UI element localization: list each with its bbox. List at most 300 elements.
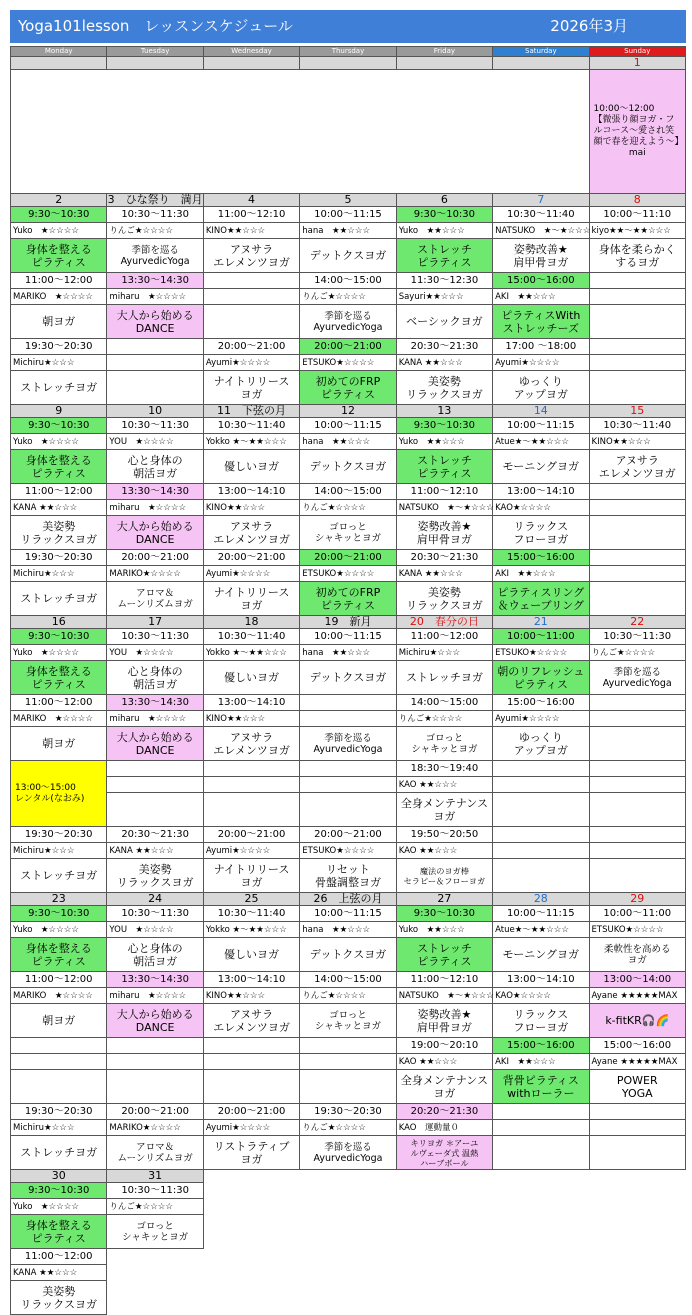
lesson-class[interactable]: ストレッチ ピラティス (396, 450, 492, 484)
empty-cell (493, 827, 589, 843)
lesson-class[interactable]: ストレッチヨガ (11, 1136, 107, 1170)
lesson-instructor[interactable]: KANA ★★☆☆☆ (107, 843, 203, 859)
lesson-time[interactable]: 10:00〜11:15 (493, 906, 589, 922)
lesson-time[interactable]: 10:30〜11:30 (107, 1183, 203, 1199)
lesson-time[interactable]: 19:30〜20:30 (11, 339, 107, 355)
lesson-time[interactable]: 10:00〜11:00 (589, 906, 685, 922)
lesson-instructor[interactable]: Ayumi★☆☆☆☆ (203, 566, 299, 582)
lesson-time[interactable]: 10:00〜11:15 (300, 629, 396, 645)
lesson-class[interactable]: 朝のリフレッシュ ピラティス (493, 661, 589, 695)
lesson-class[interactable]: ナイトリリース ヨガ (203, 859, 299, 893)
lesson-instructor[interactable]: KANA ★★☆☆☆ (11, 500, 107, 516)
lesson-time[interactable]: 20:00〜21:00 (107, 550, 203, 566)
w4-r2-inst-row (11, 988, 686, 1004)
lesson-instructor[interactable]: KINO★★☆☆☆ (203, 500, 299, 516)
lesson-time[interactable]: 9:30〜10:30 (396, 418, 492, 434)
lesson-class[interactable]: POWER YOGA (589, 1070, 685, 1104)
empty-cell (493, 761, 589, 777)
rental-cell[interactable]: 13:00〜15:00 レンタル(なおみ) (11, 761, 107, 827)
lesson-instructor[interactable]: Yuko ★☆☆☆☆ (11, 1199, 107, 1215)
lesson-instructor[interactable]: hana ★★☆☆☆ (300, 645, 396, 661)
day-number: 28 (493, 893, 589, 906)
empty-cell (300, 695, 396, 711)
lesson-instructor[interactable]: りんご★☆☆☆☆ (107, 1199, 203, 1215)
lesson-instructor[interactable]: KAO ★★☆☆☆ (396, 1054, 492, 1070)
w4-r2-times-row (11, 972, 686, 988)
empty-cell (300, 711, 396, 727)
lesson-instructor[interactable]: YOU ★☆☆☆☆ (107, 645, 203, 661)
lesson-instructor[interactable]: miharu ★☆☆☆☆ (107, 988, 203, 1004)
lesson-instructor[interactable]: MARIKO★☆☆☆☆ (107, 1120, 203, 1136)
lesson-time[interactable]: 15:00〜16:00 (493, 1038, 589, 1054)
w2-r3-cls-row (11, 582, 686, 616)
lesson-time[interactable]: 15:00〜16:00 (493, 695, 589, 711)
schedule-month: 2026年3月 (550, 17, 628, 35)
lesson-time[interactable]: 10:30〜11:30 (107, 207, 203, 223)
lesson-instructor[interactable]: りんご★☆☆☆☆ (589, 645, 685, 661)
lesson-time[interactable]: 18:30〜19:40 (396, 761, 492, 777)
lesson-class[interactable]: 優しいヨガ (203, 938, 299, 972)
lesson-instructor[interactable]: りんご★☆☆☆☆ (107, 223, 203, 239)
lesson-class[interactable]: 初めてのFRP ピラティス (300, 582, 396, 616)
lesson-instructor[interactable]: KAO 運動量０ (396, 1120, 492, 1136)
lesson-class[interactable]: 心と身体の 朝活ヨガ (107, 661, 203, 695)
w4-r2-cls-row (11, 1004, 686, 1038)
day-number: 22 (589, 616, 685, 629)
lesson-class[interactable]: 姿勢改善★ 肩甲骨ヨガ (493, 239, 589, 273)
day-number: 27 (396, 893, 492, 906)
lesson-class[interactable]: ナイトリリース ヨガ (203, 371, 299, 405)
lesson-class[interactable]: リセット 骨盤調整ヨガ (300, 859, 396, 893)
lesson-instructor[interactable]: KAO★☆☆☆☆ (493, 988, 589, 1004)
day-number: 11 下弦の月 (203, 405, 299, 418)
w4-r1-inst-row (11, 922, 686, 938)
lesson-time[interactable]: 19:30〜20:30 (11, 827, 107, 843)
lesson-instructor[interactable]: MARIKO★☆☆☆☆ (107, 566, 203, 582)
lesson-instructor[interactable]: Ayumi★☆☆☆☆ (203, 1120, 299, 1136)
lesson-instructor[interactable]: KINO★★☆☆☆ (203, 711, 299, 727)
lesson-time[interactable]: 20:00〜21:00 (203, 827, 299, 843)
lesson-time[interactable]: 11:00〜12:00 (11, 695, 107, 711)
lesson-instructor[interactable]: Yuko ★★☆☆☆ (396, 434, 492, 450)
lesson-class[interactable]: アヌサラ エレメンツヨガ (203, 1004, 299, 1038)
lesson-time[interactable]: 19:50〜20:50 (396, 827, 492, 843)
empty-cell (203, 777, 299, 793)
lesson-instructor[interactable]: MARIKO ★☆☆☆☆ (11, 988, 107, 1004)
lesson-time[interactable]: 10:30〜11:40 (589, 418, 685, 434)
lesson-instructor[interactable]: NATSUKO ★〜★☆☆☆ (396, 500, 492, 516)
lesson-class[interactable]: ピラティスリング ＆ウェーブリング (493, 582, 589, 616)
w4-r1-times-row (11, 906, 686, 922)
lesson-class[interactable]: ゴロっと シャキッとヨガ (300, 1004, 396, 1038)
empty-cell (107, 1054, 203, 1070)
lesson-instructor[interactable]: KANA ★★☆☆☆ (11, 1265, 107, 1281)
lesson-instructor[interactable]: Michiru★☆☆☆ (11, 1120, 107, 1136)
lesson-class[interactable]: ゆっくり アップヨガ (493, 727, 589, 761)
lesson-instructor[interactable]: KANA ★★☆☆☆ (396, 566, 492, 582)
lesson-time[interactable]: 10:30〜11:40 (493, 207, 589, 223)
lesson-instructor[interactable]: Atue★〜★★☆☆☆ (493, 434, 589, 450)
empty-cell (300, 1054, 396, 1070)
lesson-class[interactable]: 季節を巡る AyurvedicYoga (300, 727, 396, 761)
day-number: 25 (203, 893, 299, 906)
lesson-class[interactable]: ゆっくり アップヨガ (493, 371, 589, 405)
w5-r2-cls-row (11, 1281, 686, 1315)
lesson-class[interactable]: 大人から始める DANCE (107, 727, 203, 761)
lesson-class[interactable]: 美姿勢 リラックスヨガ (107, 859, 203, 893)
lesson-class[interactable]: デットクスヨガ (300, 938, 396, 972)
day-empty (300, 57, 396, 70)
lesson-time[interactable]: 9:30〜10:30 (11, 906, 107, 922)
lesson-class[interactable]: リラックス フローヨガ (493, 1004, 589, 1038)
lesson-instructor[interactable]: Ayumi★☆☆☆☆ (493, 355, 589, 371)
day-number: 9 (11, 405, 107, 418)
empty-area (203, 1170, 685, 1281)
lesson-time[interactable]: 10:30〜11:30 (107, 629, 203, 645)
lesson-instructor[interactable]: りんご★☆☆☆☆ (396, 711, 492, 727)
w1-r2-times-row (11, 273, 686, 289)
lesson-instructor[interactable]: hana ★★☆☆☆ (300, 223, 396, 239)
lesson-class[interactable]: ストレッチヨガ (396, 661, 492, 695)
lesson-time[interactable]: 13:00〜14:10 (203, 972, 299, 988)
lesson-instructor[interactable]: Ayane ★★★★★MAX (589, 988, 685, 1004)
lesson-class[interactable]: キリヨガ ＊アーユ ルヴェーダ式 温熱 ハーブボール (396, 1136, 492, 1170)
lesson-class[interactable]: ストレッチ ピラティス (396, 938, 492, 972)
lesson-time[interactable]: 19:30〜20:30 (11, 550, 107, 566)
lesson-instructor[interactable]: ETSUKO★☆☆☆☆ (300, 566, 396, 582)
w3-extra-time-row (11, 761, 686, 777)
lesson-time[interactable]: 13:00〜14:10 (203, 695, 299, 711)
lesson-class[interactable]: 季節を巡る AyurvedicYoga (589, 661, 685, 695)
lesson-instructor[interactable]: Yokko ★〜★★☆☆☆ (203, 922, 299, 938)
lesson-time[interactable]: 10:30〜11:40 (203, 629, 299, 645)
empty-cell (300, 793, 396, 827)
empty-cell (589, 777, 685, 793)
lesson-instructor[interactable]: りんご★☆☆☆☆ (300, 1120, 396, 1136)
empty-cell (11, 1070, 107, 1104)
lesson-instructor[interactable]: KAO ★★☆☆☆ (396, 777, 492, 793)
empty-cell (300, 761, 396, 777)
schedule-title: Yoga101lesson レッスンスケジュール (18, 17, 293, 35)
day-number: 1 (589, 57, 685, 70)
lesson-class[interactable]: k-fitKR🎧🌈 (589, 1004, 685, 1038)
lesson-class[interactable]: ゴロっと シャキッとヨガ (300, 516, 396, 550)
lesson-instructor[interactable]: Michiru★☆☆☆ (11, 566, 107, 582)
lesson-time[interactable]: 13:30〜14:30 (107, 484, 203, 500)
lesson-instructor[interactable]: Yuko ★☆☆☆☆ (11, 645, 107, 661)
lesson-instructor[interactable]: Yuko ★☆☆☆☆ (11, 223, 107, 239)
lesson-instructor[interactable]: りんご★☆☆☆☆ (300, 988, 396, 1004)
lesson-time[interactable]: 10:00〜11:00 (493, 629, 589, 645)
lesson-instructor[interactable]: Atue★〜★★☆☆☆ (493, 922, 589, 938)
lesson-instructor[interactable]: Ayumi★☆☆☆☆ (493, 711, 589, 727)
special-event-cell[interactable] (589, 70, 685, 194)
lesson-time[interactable]: 13:00〜14:10 (493, 972, 589, 988)
lesson-class[interactable]: 朝ヨガ (11, 727, 107, 761)
empty-cell (493, 793, 589, 827)
lesson-time[interactable]: 13:00〜14:10 (203, 484, 299, 500)
lesson-instructor[interactable]: kiyo★★〜★★☆☆☆ (589, 223, 685, 239)
empty-cell (107, 355, 203, 371)
lesson-calendar (10, 46, 686, 1315)
lesson-time[interactable]: 10:00〜11:10 (589, 207, 685, 223)
lesson-class[interactable]: 優しいヨガ (203, 661, 299, 695)
lesson-class[interactable]: ゴロっと シャキッとヨガ (107, 1215, 203, 1249)
lesson-time[interactable]: 10:00〜11:15 (300, 906, 396, 922)
lesson-time[interactable]: 14:00〜15:00 (396, 695, 492, 711)
lesson-instructor[interactable]: NATSUKO ★〜★☆☆☆ (396, 988, 492, 1004)
lesson-class[interactable]: ゴロっと シャキッとヨガ (396, 727, 492, 761)
lesson-instructor[interactable]: YOU ★☆☆☆☆ (107, 434, 203, 450)
lesson-time[interactable]: 10:00〜11:15 (300, 207, 396, 223)
lesson-class[interactable]: 美姿勢 リラックスヨガ (11, 516, 107, 550)
lesson-class[interactable]: ストレッチヨガ (11, 859, 107, 893)
lesson-instructor[interactable]: Yokko ★〜★★☆☆☆ (203, 645, 299, 661)
lesson-time[interactable]: 20:30〜21:30 (107, 827, 203, 843)
empty-cell (589, 582, 685, 616)
lesson-time[interactable]: 13:30〜14:30 (107, 972, 203, 988)
lesson-class[interactable]: 身体を整える ピラティス (11, 239, 107, 273)
day-number: 7 (493, 194, 589, 207)
lesson-class[interactable]: 身体を柔らかく するヨガ (589, 239, 685, 273)
w4-extra-times-row (11, 1038, 686, 1054)
lesson-class[interactable]: 魔法のヨガ棒 セラピー＆フローヨガ (396, 859, 492, 893)
lesson-instructor[interactable]: KINO★★☆☆☆ (203, 223, 299, 239)
lesson-time[interactable]: 11:00〜12:10 (396, 972, 492, 988)
lesson-time[interactable]: 20:00〜21:00 (300, 550, 396, 566)
lesson-time[interactable]: 20:00〜21:00 (203, 339, 299, 355)
lesson-time[interactable]: 11:00〜12:10 (396, 484, 492, 500)
lesson-instructor[interactable]: AKI ★★☆☆☆ (493, 566, 589, 582)
w3-date-row (11, 616, 686, 629)
empty-cell (589, 273, 685, 289)
lesson-time[interactable]: 9:30〜10:30 (396, 906, 492, 922)
lesson-class[interactable]: 全身メンテナンス ヨガ (396, 1070, 492, 1104)
lesson-class[interactable]: アヌサラ エレメンツヨガ (203, 239, 299, 273)
lesson-class[interactable]: アロマ＆ ムーンリズムヨガ (107, 1136, 203, 1170)
day-number: 24 (107, 893, 203, 906)
lesson-class[interactable]: 心と身体の 朝活ヨガ (107, 450, 203, 484)
special-event-text: 10:00〜12:00 【微張り顔ヨガ・フルコース〜愛され笑顔で春を迎えよう〜】 (593, 104, 684, 147)
day-empty (493, 57, 589, 70)
w2-r2-inst-row (11, 500, 686, 516)
lesson-instructor[interactable]: KINO★★☆☆☆ (589, 434, 685, 450)
empty-cell (589, 566, 685, 582)
lesson-time[interactable]: 11:30〜12:30 (396, 273, 492, 289)
lesson-class[interactable]: ピラティスWith ストレッチーズ (493, 305, 589, 339)
w4-r3-cls-row (11, 1136, 686, 1170)
lesson-instructor[interactable]: miharu ★☆☆☆☆ (107, 289, 203, 305)
lesson-class[interactable]: 心と身体の 朝活ヨガ (107, 938, 203, 972)
lesson-time[interactable]: 11:00〜12:00 (11, 972, 107, 988)
lesson-class[interactable]: 姿勢改善★ 肩甲骨ヨガ (396, 516, 492, 550)
lesson-time[interactable]: 10:00〜11:15 (300, 418, 396, 434)
lesson-class[interactable]: モーニングヨガ (493, 450, 589, 484)
lesson-class[interactable]: 優しいヨガ (203, 450, 299, 484)
lesson-instructor[interactable]: ETSUKO★☆☆☆☆ (300, 355, 396, 371)
lesson-time[interactable]: 20:00〜21:00 (203, 550, 299, 566)
lesson-class[interactable]: アロマ＆ ムーンリズムヨガ (107, 582, 203, 616)
lesson-time[interactable]: 13:00〜14:10 (493, 484, 589, 500)
lesson-instructor[interactable]: ETSUKO★☆☆☆☆ (300, 843, 396, 859)
lesson-instructor[interactable]: MARIKO ★☆☆☆☆ (11, 711, 107, 727)
lesson-time[interactable]: 11:00〜12:00 (11, 1249, 107, 1265)
lesson-class[interactable]: モーニングヨガ (493, 938, 589, 972)
lesson-time[interactable]: 13:30〜14:30 (107, 273, 203, 289)
empty-cell (493, 843, 589, 859)
lesson-time[interactable]: 13:30〜14:30 (107, 695, 203, 711)
w4-r3-inst-row (11, 1120, 686, 1136)
lesson-class[interactable]: 身体を整える ピラティス (11, 450, 107, 484)
lesson-class[interactable]: 柔軟性を高める ヨガ (589, 938, 685, 972)
lesson-class[interactable]: 初めてのFRP ピラティス (300, 371, 396, 405)
lesson-time[interactable]: 20:30〜21:30 (396, 339, 492, 355)
lesson-time[interactable]: 14:00〜15:00 (300, 273, 396, 289)
lesson-instructor[interactable]: YOU ★☆☆☆☆ (107, 922, 203, 938)
lesson-instructor[interactable]: AKI ★★☆☆☆ (493, 289, 589, 305)
lesson-instructor[interactable]: Michiru★☆☆☆ (11, 355, 107, 371)
lesson-class[interactable]: デットクスヨガ (300, 661, 396, 695)
lesson-time[interactable]: 10:30〜11:30 (107, 418, 203, 434)
lesson-time[interactable]: 20:20〜21:30 (396, 1104, 492, 1120)
lesson-time[interactable]: 14:00〜15:00 (300, 972, 396, 988)
lesson-class[interactable]: 美姿勢 リラックスヨガ (396, 371, 492, 405)
lesson-class[interactable]: 朝ヨガ (11, 305, 107, 339)
lesson-class[interactable]: アヌサラ エレメンツヨガ (203, 516, 299, 550)
w1-r1-cls-row (11, 239, 686, 273)
lesson-instructor[interactable]: Yuko ★☆☆☆☆ (11, 922, 107, 938)
lesson-class[interactable]: 背骨ピラティス withローラー (493, 1070, 589, 1104)
lesson-instructor[interactable]: KAO ★★☆☆☆ (396, 843, 492, 859)
lesson-time[interactable]: 20:30〜21:30 (396, 550, 492, 566)
lesson-instructor[interactable]: Ayumi★☆☆☆☆ (203, 355, 299, 371)
lesson-time[interactable]: 20:00〜21:00 (203, 1104, 299, 1120)
lesson-instructor[interactable]: Michiru★☆☆☆ (11, 843, 107, 859)
lesson-instructor[interactable]: Yuko ★☆☆☆☆ (11, 434, 107, 450)
empty-cell (589, 289, 685, 305)
lesson-class[interactable]: ストレッチヨガ (11, 371, 107, 405)
lesson-instructor[interactable]: Yuko ★★☆☆☆ (396, 223, 492, 239)
lesson-instructor[interactable]: AKI ★★☆☆☆ (493, 1054, 589, 1070)
lesson-instructor[interactable]: Sayuri★★☆☆☆ (396, 289, 492, 305)
lesson-class[interactable]: デットクスヨガ (300, 450, 396, 484)
day-number: 16 (11, 616, 107, 629)
lesson-time[interactable]: 11:00〜12:10 (203, 207, 299, 223)
lesson-class[interactable]: 朝ヨガ (11, 1004, 107, 1038)
empty-cell (300, 1038, 396, 1054)
lesson-time[interactable]: 15:00〜16:00 (589, 1038, 685, 1054)
lesson-class[interactable]: リラックス フローヨガ (493, 516, 589, 550)
lesson-time[interactable]: 13:00〜14:00 (589, 972, 685, 988)
lesson-class[interactable]: 美姿勢 リラックスヨガ (396, 582, 492, 616)
lesson-class[interactable]: 身体を整える ピラティス (11, 938, 107, 972)
lesson-instructor[interactable]: miharu ★☆☆☆☆ (107, 711, 203, 727)
day-number: 5 (300, 194, 396, 207)
lesson-class[interactable]: 身体を整える ピラティス (11, 661, 107, 695)
empty-cell (589, 305, 685, 339)
lesson-class[interactable]: 身体を整える ピラティス (11, 1215, 107, 1249)
lesson-time[interactable]: 20:00〜21:00 (300, 827, 396, 843)
lesson-instructor[interactable]: NATSUKO ★〜★☆☆☆ (493, 223, 589, 239)
lesson-class[interactable]: リストラティブ ヨガ (203, 1136, 299, 1170)
lesson-class[interactable]: ベーシックヨガ (396, 305, 492, 339)
lesson-class[interactable]: 季節を巡る AyurvedicYoga (300, 1136, 396, 1170)
lesson-class[interactable]: ストレッチヨガ (11, 582, 107, 616)
lesson-instructor[interactable]: りんご★☆☆☆☆ (300, 500, 396, 516)
lesson-class[interactable]: 大人から始める DANCE (107, 516, 203, 550)
week-0-date-row (11, 57, 686, 70)
lesson-class[interactable]: アヌサラ エレメンツヨガ (203, 727, 299, 761)
lesson-time[interactable]: 19:30〜20:30 (300, 1104, 396, 1120)
lesson-instructor[interactable]: ETSUKO★☆☆☆☆ (589, 922, 685, 938)
lesson-instructor[interactable]: MARIKO ★☆☆☆☆ (11, 289, 107, 305)
lesson-time[interactable]: 9:30〜10:30 (396, 207, 492, 223)
w4-r1-cls-row (11, 938, 686, 972)
lesson-instructor[interactable]: ETSUKO★☆☆☆☆ (493, 645, 589, 661)
lesson-time[interactable]: 14:00〜15:00 (300, 484, 396, 500)
lesson-instructor[interactable]: Ayumi★☆☆☆☆ (203, 843, 299, 859)
lesson-class[interactable]: 大人から始める DANCE (107, 305, 203, 339)
lesson-instructor[interactable]: miharu ★☆☆☆☆ (107, 500, 203, 516)
lesson-time[interactable]: 15:00〜16:00 (493, 550, 589, 566)
lesson-time[interactable]: 9:30〜10:30 (11, 207, 107, 223)
lesson-instructor[interactable]: Yokko ★〜★★☆☆☆ (203, 434, 299, 450)
lesson-class[interactable]: 全身メンテナンス ヨガ (396, 793, 492, 827)
lesson-instructor[interactable]: Ayane ★★★★★MAX (589, 1054, 685, 1070)
lesson-time[interactable]: 17:00 〜18:00 (493, 339, 589, 355)
empty-cell (203, 1070, 299, 1104)
lesson-instructor[interactable]: りんご★☆☆☆☆ (300, 289, 396, 305)
lesson-class[interactable]: 姿勢改善★ 肩甲骨ヨガ (396, 1004, 492, 1038)
lesson-time[interactable]: 10:30〜11:40 (203, 418, 299, 434)
lesson-class[interactable]: 季節を巡る AyurvedicYoga (300, 305, 396, 339)
lesson-instructor[interactable]: KAO★☆☆☆☆ (493, 500, 589, 516)
lesson-time[interactable]: 10:30〜11:40 (203, 906, 299, 922)
lesson-instructor[interactable]: KINO★★☆☆☆ (203, 988, 299, 1004)
lesson-time[interactable]: 10:30〜11:30 (589, 629, 685, 645)
day-empty (107, 57, 203, 70)
lesson-time[interactable]: 9:30〜10:30 (11, 418, 107, 434)
lesson-time[interactable]: 9:30〜10:30 (11, 1183, 107, 1199)
day-number: 20 春分の日 (396, 616, 492, 629)
lesson-class[interactable]: ナイトリリース ヨガ (203, 582, 299, 616)
lesson-time[interactable]: 9:30〜10:30 (11, 629, 107, 645)
lesson-class[interactable]: ストレッチ ピラティス (396, 239, 492, 273)
empty-cell (107, 777, 203, 793)
lesson-instructor[interactable]: hana ★★☆☆☆ (300, 922, 396, 938)
lesson-instructor[interactable]: Yuko ★★☆☆☆ (396, 922, 492, 938)
lesson-class[interactable]: 季節を巡る AyurvedicYoga (107, 239, 203, 273)
lesson-instructor[interactable]: hana ★★☆☆☆ (300, 434, 396, 450)
lesson-time[interactable]: 10:30〜11:30 (107, 906, 203, 922)
lesson-instructor[interactable]: KANA ★★☆☆☆ (396, 355, 492, 371)
lesson-instructor[interactable]: Michiru★☆☆☆ (396, 645, 492, 661)
lesson-time[interactable]: 20:00〜21:00 (107, 1104, 203, 1120)
lesson-time[interactable]: 10:00〜11:15 (493, 418, 589, 434)
w4-r3-times-row (11, 1104, 686, 1120)
lesson-time[interactable]: 15:00〜16:00 (493, 273, 589, 289)
lesson-time[interactable]: 19:00〜20:10 (396, 1038, 492, 1054)
lesson-time[interactable]: 11:00〜12:00 (396, 629, 492, 645)
lesson-time[interactable]: 11:00〜12:00 (11, 273, 107, 289)
lesson-time[interactable]: 20:00〜21:00 (300, 339, 396, 355)
lesson-class[interactable]: 大人から始める DANCE (107, 1004, 203, 1038)
lesson-class[interactable]: アヌサラ エレメンツヨガ (589, 450, 685, 484)
lesson-time[interactable]: 11:00〜12:00 (11, 484, 107, 500)
lesson-time[interactable]: 19:30〜20:30 (11, 1104, 107, 1120)
lesson-class[interactable]: 美姿勢 リラックスヨガ (11, 1281, 107, 1315)
lesson-class[interactable]: デットクスヨガ (300, 239, 396, 273)
